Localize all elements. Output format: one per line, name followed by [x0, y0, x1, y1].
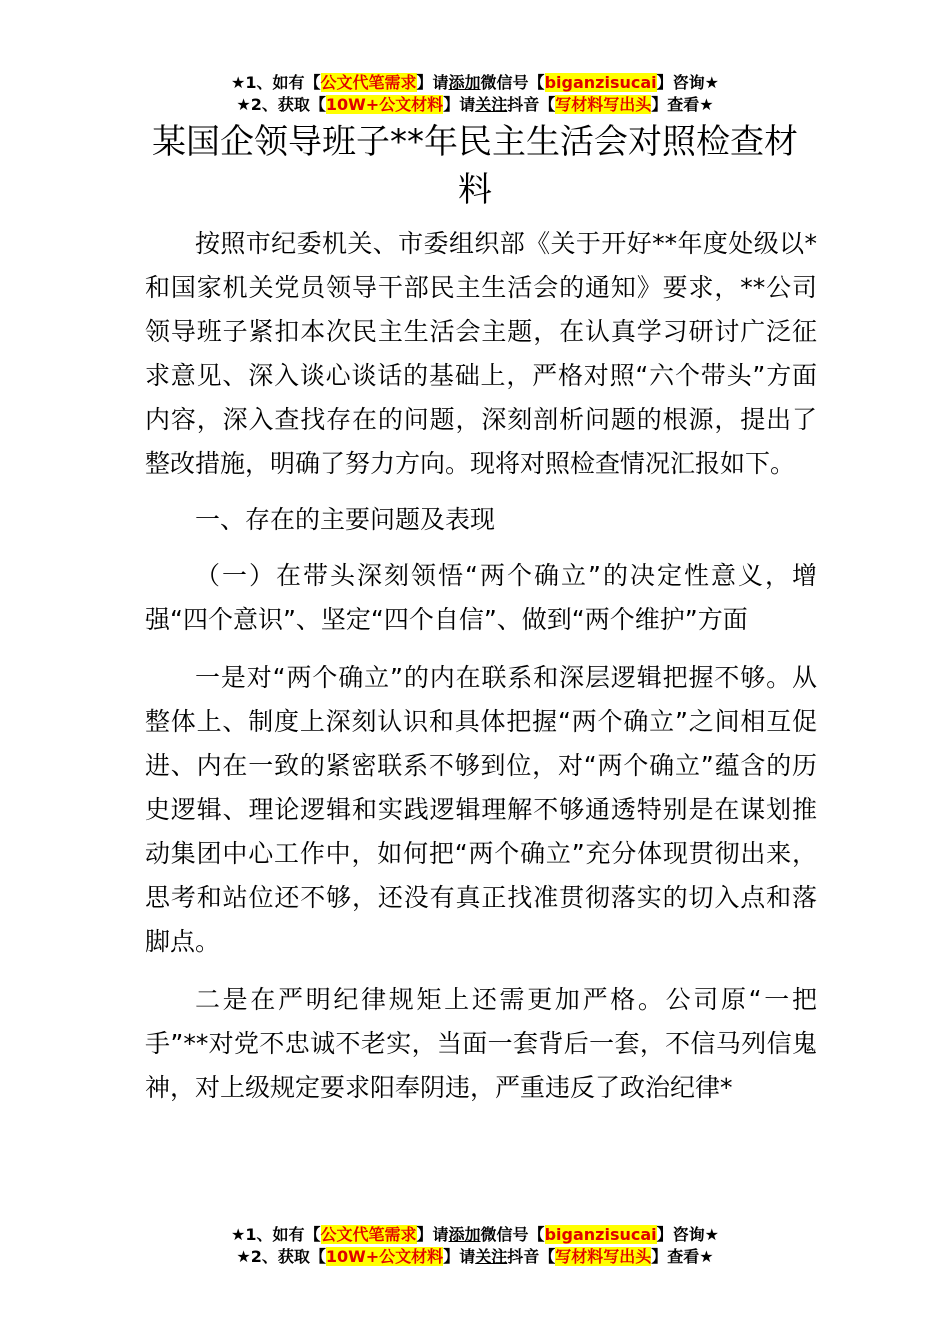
promo-text: 】咨询★	[656, 73, 719, 92]
promo-underline: 关注	[475, 95, 508, 114]
document-body	[145, 222, 817, 1110]
promo-text: 】请	[416, 1225, 449, 1244]
promo-highlight: 公文代笔需求	[320, 73, 417, 92]
promo-highlight: 写材料写出头	[555, 95, 652, 114]
promo-text: ★1、如有【	[231, 73, 321, 92]
paragraph-point-1: 一是对“两个确立”的内在联系和深层逻辑把握不够。从整体上、制度上深刻认识和具体把握“两个确立”之间相互促进、内在一致的紧密联系不够到位，对“两个确立”蕴含的历史逻辑、理论逻辑和实践逻辑理解不够通透特别是在谋划推动集团中心工作中，如何把“两个确立”充分体现贯彻出来，思考和站位还不够，还没有真正找准贯彻落实的切入点和落脚点。	[145, 663, 817, 956]
promo-underline: 添加	[448, 73, 481, 92]
promo-text: 抖音【	[507, 95, 556, 114]
promo-underline: 添加	[448, 1225, 481, 1244]
promo-highlight: biganzisucai	[544, 1225, 657, 1244]
promo-text: 】请	[443, 95, 476, 114]
promo-text: 微信号【	[480, 1225, 545, 1244]
paragraph-intro: 按照市纪委机关、市委组织部《关于开好**年度处级以*和国家机关党员领导干部民主生活会的通知》要求，**公司领导班子紧扣本次民主生活会主题，在认真学习研讨广泛征求意见、深入谈心谈话的基础上，严格对照“六个带头”方面内容，深入查找存在的问题，深刻剖析问题的根源，提出了整改措施，明确了努力方向。现将对照检查情况汇报如下。	[145, 229, 817, 478]
promo-highlight: 10W+公文材料	[325, 95, 444, 114]
promo-line-2	[0, 94, 950, 116]
promo-text: 】请	[416, 73, 449, 92]
promo-text: 】请	[443, 1247, 476, 1266]
promo-text: 抖音【	[507, 1247, 556, 1266]
promo-text: 】查看★	[651, 1247, 714, 1266]
promo-line-1	[0, 1224, 950, 1246]
promo-highlight: 10W+公文材料	[325, 1247, 444, 1266]
paragraph-point-2: 二是在严明纪律规矩上还需更加严格。公司原“一把手”**对党不忠诚不老实，当面一套背后一套，不信马列信鬼神，对上级规定要求阳奉阴违，严重违反了政治纪律*	[145, 985, 817, 1102]
promo-highlight: 写材料写出头	[555, 1247, 652, 1266]
promo-text: 微信号【	[480, 73, 545, 92]
promo-text: 】咨询★	[656, 1225, 719, 1244]
promo-text: ★2、获取【	[236, 1247, 326, 1266]
section-heading: 一、存在的主要问题及表现	[195, 505, 496, 534]
promo-text: ★1、如有【	[231, 1225, 321, 1244]
document-title: 某国企领导班子**年民主生活会对照检查材料	[152, 122, 798, 210]
promo-line-2	[0, 1246, 950, 1268]
promo-text: 】查看★	[651, 95, 714, 114]
subsection-heading: （一）在带头深刻领悟“两个确立”的决定性意义，增强“四个意识”、坚定“四个自信”、做到“两个维护”方面	[145, 561, 817, 634]
promo-banner-top	[0, 72, 950, 116]
promo-text: ★2、获取【	[236, 95, 326, 114]
promo-line-1	[0, 72, 950, 94]
promo-highlight: 公文代笔需求	[320, 1225, 417, 1244]
promo-underline: 关注	[475, 1247, 508, 1266]
promo-highlight: biganzisucai	[544, 73, 657, 92]
promo-banner-bottom	[0, 1224, 950, 1268]
